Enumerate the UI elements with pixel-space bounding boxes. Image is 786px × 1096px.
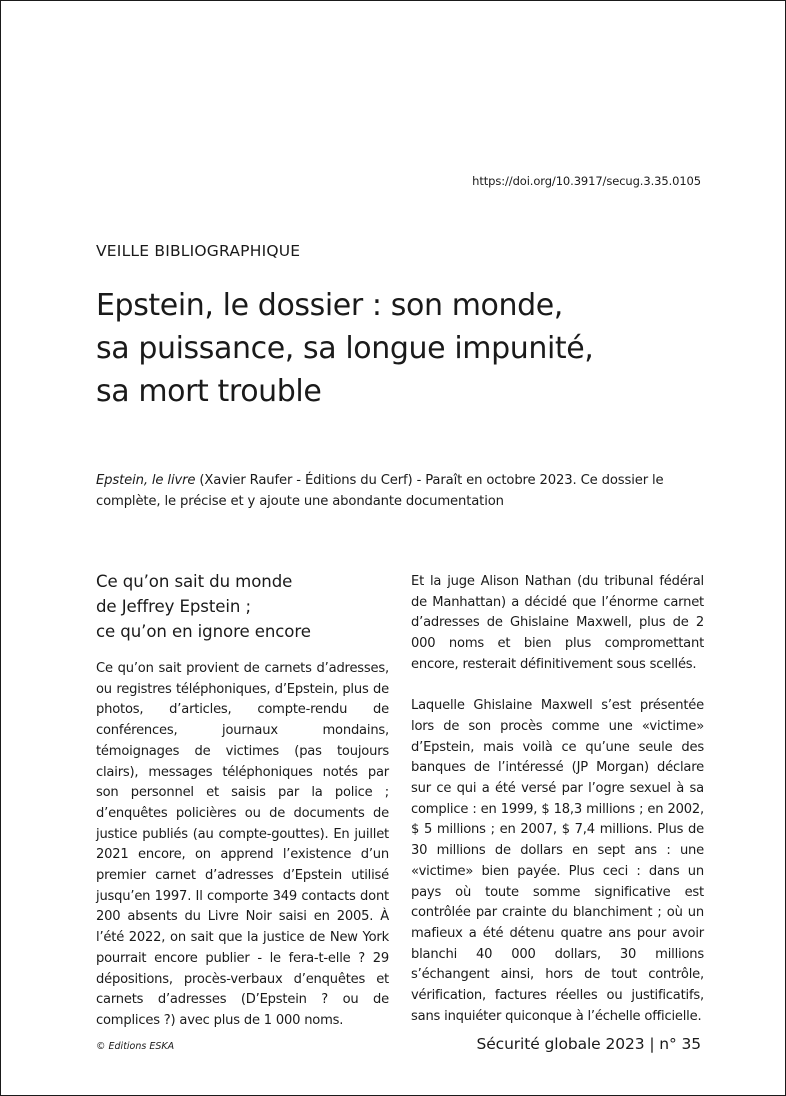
intro-paragraph: [96, 470, 706, 512]
right-column: [411, 572, 704, 1048]
copyright-notice: © Editions ESKA: [96, 1041, 175, 1052]
section-heading: [96, 569, 389, 644]
section-heading-line: de Jeffrey Epstein ;: [96, 597, 251, 616]
article-title-line: sa puissance, sa longue impunité,: [96, 331, 594, 366]
body-paragraph: Ce qu’on sait provient de carnets d’adresses, ou registres téléphoniques, d’Epstein, plus de photos, d’articles, compte-rendu de conférences, journaux mondains, témoignages de victimes (pas toujours clairs), messages téléphoniques notés par son personnel et saisis par la police ; d’enquêtes policières ou de documents de justice publiés (au compte-gouttes). En juillet 2021 encore, on apprend l’existence d’un premier carnet d’adresses d’Epstein utilisé jusqu’en 1997. Il comporte 349 contacts dont 200 absents du Livre Noir saisi en 2005. À l’été 2022, on sait que la justice de New York pourrait encore publier - le fera-t-elle ? 29 dépositions, procès-verbaux d’enquêtes et carnets d’adresses (D’Epstein ? ou de complices ?) avec plus de 1 000 noms.: [96, 661, 389, 1028]
doi-link[interactable]: https://doi.org/10.3917/secug.3.35.0105: [472, 174, 701, 188]
left-column: [96, 569, 389, 1052]
body-paragraph: Et la juge Alison Nathan (du tribunal fédéral de Manhattan) a décidé que l’énorme carnet d’adresses de Ghislaine Maxwell, plus de 2 000 noms et bien plus compromettant encore, resterait définitivement sous scellés.: [411, 574, 704, 672]
section-heading-line: ce qu’on en ignore encore: [96, 622, 311, 641]
article-title: [96, 284, 716, 413]
section-label: VEILLE BIBLIOGRAPHIQUE: [96, 242, 301, 260]
book-title: Epstein, le livre: [96, 473, 196, 488]
article-title-line: Epstein, le dossier : son monde,: [96, 288, 563, 323]
body-paragraph: Laquelle Ghislaine Maxwell s’est présentée lors de son procès comme une «victime» d’Epstein, mais voilà ce qu’une seule des banques de l’intéressé (JP Morgan) déclare sur ce qui a été versé par l’ogre sexuel à sa complice : en 1999, $ 18,3 millions ; en 2002, $ 5 millions ; en 2007, $ 7,4 millions. Plus de 30 millions de dollars en sept ans : une «victime» bien payée. Plus ceci : dans un pays où toute somme significative est contrôlée par crainte du blanchiment ; où un mafieux a été détenu quatre ans pour avoir blanchi 40 000 dollars, 30 millions s’échangent ainsi, hors de tout contrôle, vérification, factures réelles ou justificatifs, sans inquiéter quiconque à l’échelle officielle.: [411, 698, 704, 1024]
intro-text: (Xavier Raufer - Éditions du Cerf) - Paraît en octobre 2023. Ce dossier le complète, le précise et y ajoute une abondante documentation: [96, 473, 664, 509]
journal-issue: Sécurité globale 2023 | n° 35: [476, 1035, 701, 1053]
article-title-line: sa mort trouble: [96, 374, 322, 409]
section-heading-line: Ce qu’on sait du monde: [96, 572, 293, 591]
